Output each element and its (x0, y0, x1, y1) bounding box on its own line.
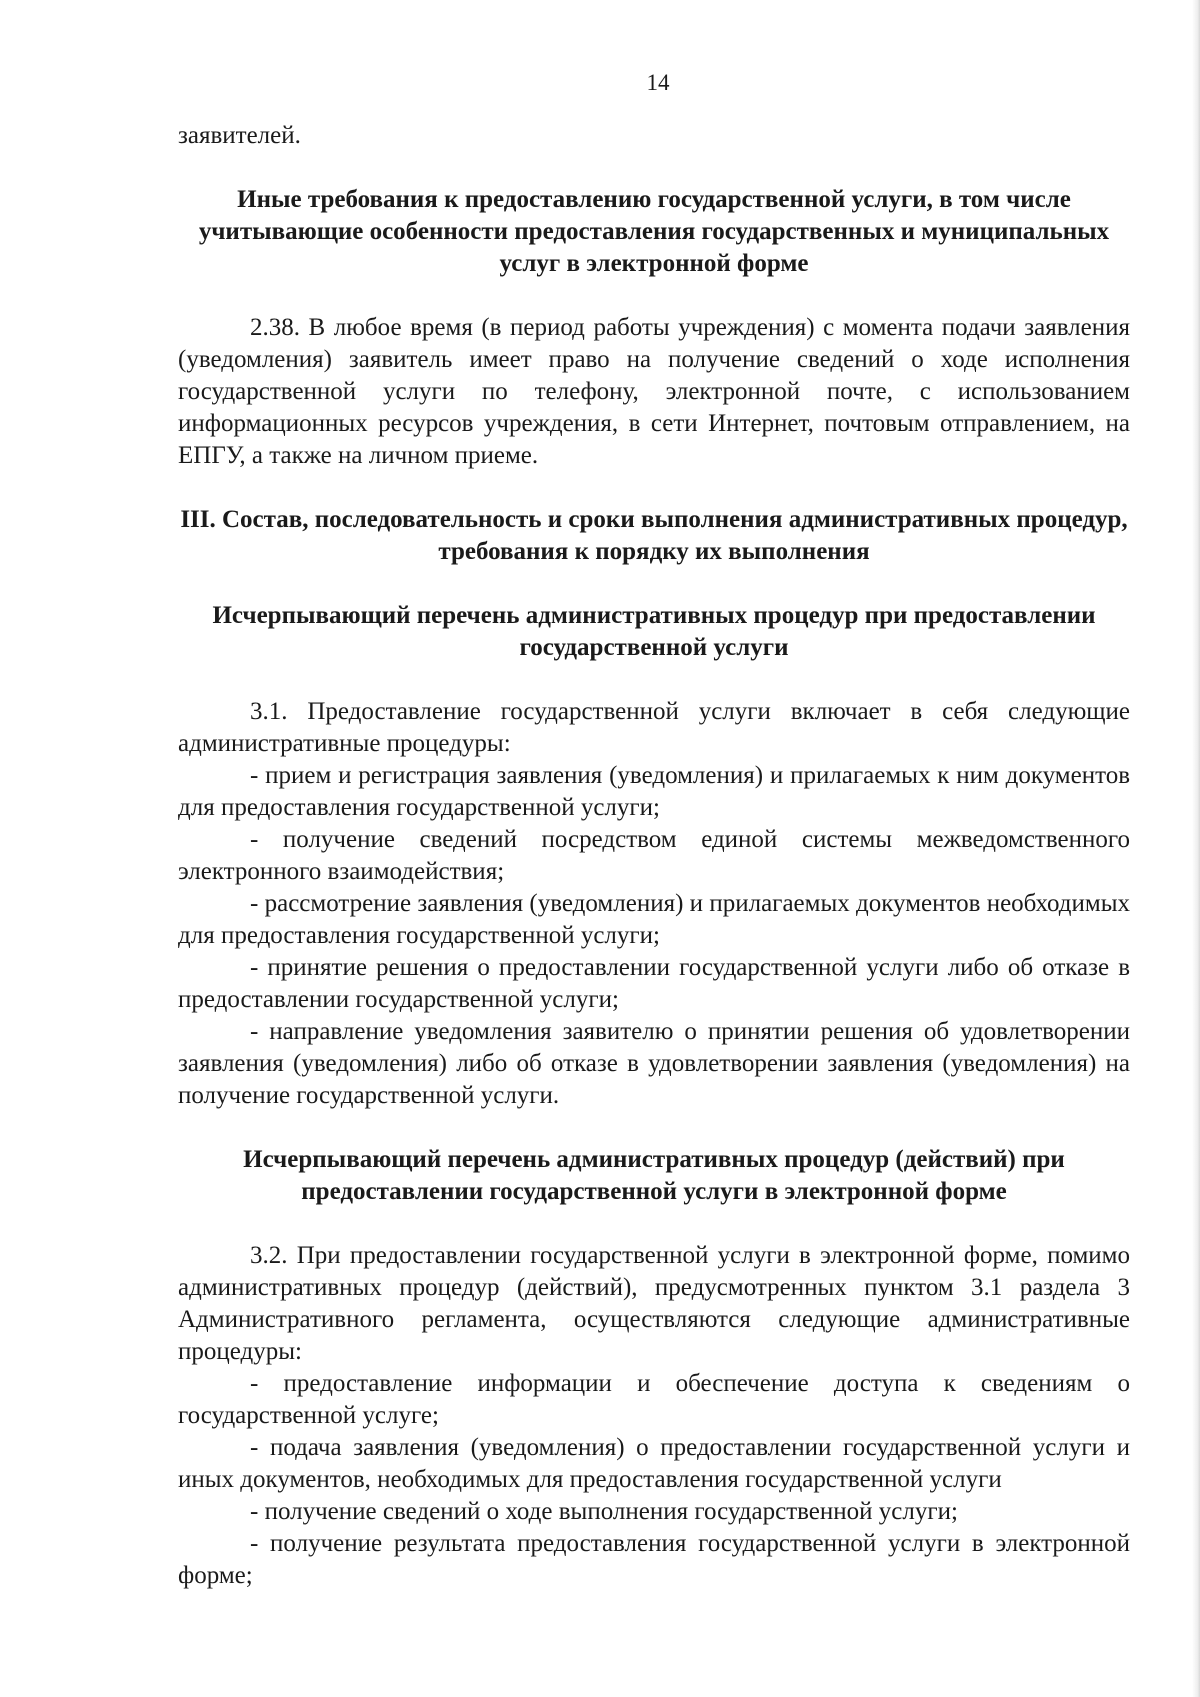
list-item: - получение сведений посредством единой системы межведомственного электронного взаимодействия; (178, 826, 1130, 885)
list-item: - предоставление информации и обеспечение доступа к сведениям о государственной услуге; (178, 1370, 1130, 1429)
intro-fragment: заявителей. (178, 122, 301, 149)
heading-procedures-list: Исчерпывающий перечень административных процедур при предоставлении государственной услуги (212, 602, 1096, 661)
list-item: - получение сведений о ходе выполнения государственной услуги; (250, 1498, 958, 1525)
heading-electronic-procedures: Исчерпывающий перечень административных процедур (действий) при предоставлении государственной услуги в электронной форме (243, 1146, 1065, 1205)
document-body (178, 120, 1130, 1592)
list-item: - направление уведомления заявителю о принятии решения об удовлетворении заявления (уведомления) либо об отказе в удовлетворении заявления (уведомления) на получение государственной услуги. (178, 1018, 1130, 1109)
paragraph-3-2: 3.2. При предоставлении государственной услуги в электронной форме, помимо административных процедур (действий), предусмотренных пунктом 3.1 раздела 3 Административного регламента, осуществляются следующие административные процедуры: (178, 1242, 1130, 1365)
list-item: - прием и регистрация заявления (уведомления) и прилагаемых к ним документов для предоставления государственной услуги; (178, 762, 1130, 821)
page-number: 14 (646, 70, 670, 95)
heading-section-iii: III. Состав, последовательность и сроки выполнения административных процедур, требования к порядку их выполнения (180, 506, 1128, 565)
list-item: - получение результата предоставления государственной услуги в электронной форме; (178, 1530, 1130, 1589)
paragraph-2-38: 2.38. В любое время (в период работы учреждения) с момента подачи заявления (уведомления) заявитель имеет право на получение сведений о ходе исполнения государственной услуги по телефону, электронной почте, с использованием информационных ресурсов учреждения, в сети Интернет, почтовым отправлением, на ЕПГУ, а также на личном приеме. (178, 314, 1130, 469)
heading-other-requirements: Иные требования к предоставлению государственной услуги, в том числе учитывающие особенности предоставления государственных и муниципальных услуг в электронной форме (198, 186, 1110, 277)
list-item: - принятие решения о предоставлении государственной услуги либо об отказе в предоставлении государственной услуги; (178, 954, 1130, 1013)
paragraph-3-1: 3.1. Предоставление государственной услуги включает в себя следующие административные процедуры: (178, 698, 1130, 757)
list-item: - подача заявления (уведомления) о предоставлении государственной услуги и иных документов, необходимых для предоставления государственной услуги (178, 1434, 1130, 1493)
scan-edge-shadow (1192, 0, 1200, 1697)
list-item: - рассмотрение заявления (уведомления) и прилагаемых документов необходимых для предоставления государственной услуги; (178, 890, 1130, 949)
